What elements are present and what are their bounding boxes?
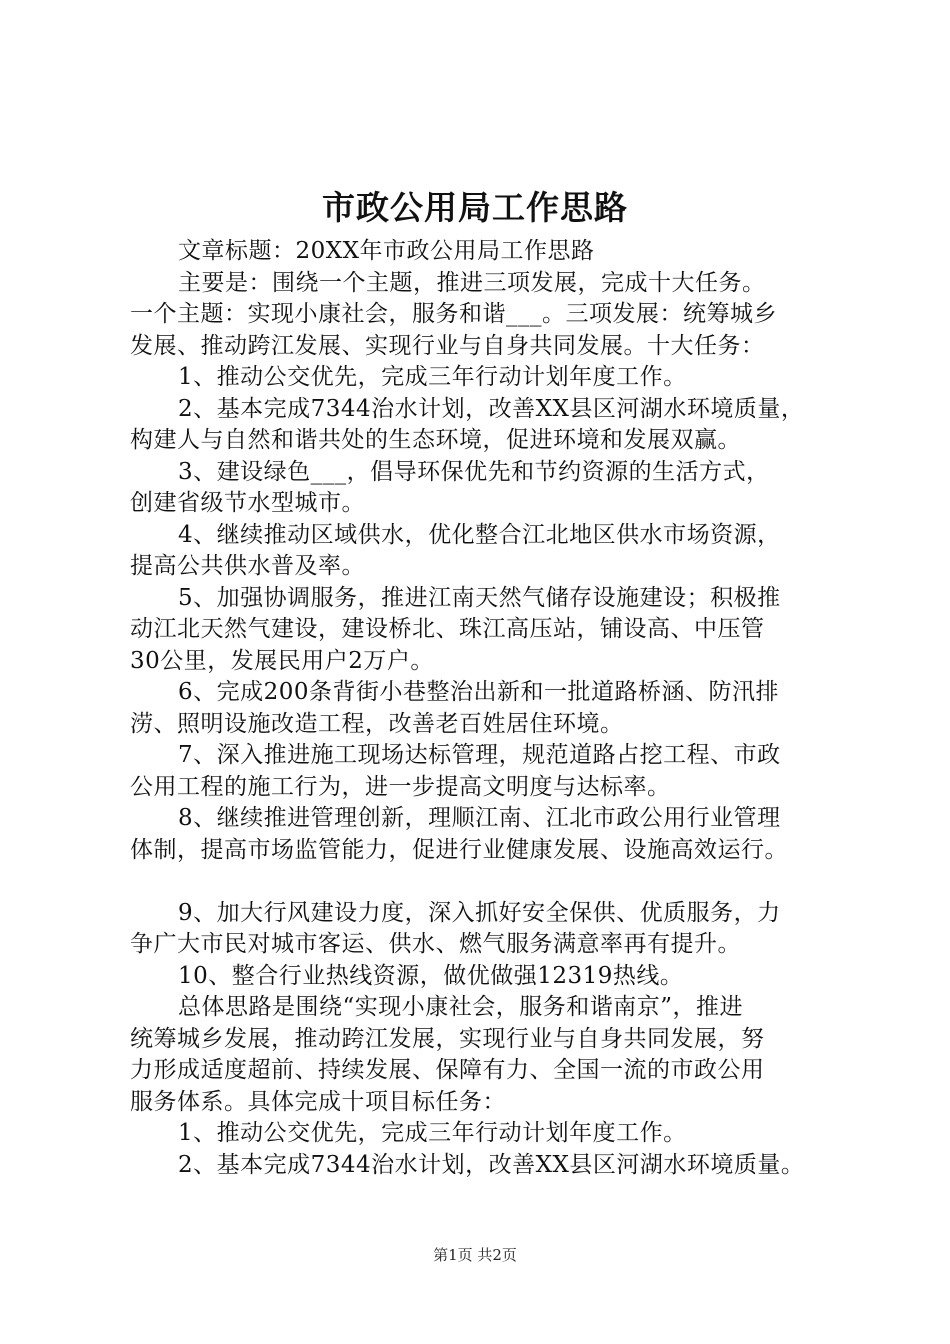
task-item-3: 3、建设绿色___，倡导环保优先和节约资源的生活方式， [178,458,770,485]
task-item-1: 1、推动公交优先，完成三年行动计划年度工作。 [178,364,687,390]
paragraph-line: 动江北天然气建设，建设桥北、珠江高压站，铺设高、中压管 [130,616,765,642]
paragraph-line: 创建省级节水型城市。 [130,490,365,516]
task-item-6: 6、完成200条背街小巷整治出新和一批道路桥涵、防汛排 [178,679,780,705]
goal-item-1: 1、推动公交优先，完成三年行动计划年度工作。 [178,1120,687,1146]
document-title: 市政公用局工作思路 [322,188,628,227]
paragraph-line: 发展、推动跨江发展、实现行业与自身共同发展。十大任务： [130,332,765,359]
paragraph-line: 涝、照明设施改造工程，改善老百姓居住环境。 [130,710,624,737]
paragraph-line: 30公里，发展民用户2万户。 [130,647,434,674]
paragraph-line: 体制，提高市场监管能力，促进行业健康发展、设施高效运行。 [130,836,788,863]
task-item-10: 10、整合行业热线资源，做优做强12319热线。 [178,962,684,989]
task-item-4: 4、继续推动区域供水，优化整合江北地区供水市场资源， [178,521,781,548]
goal-item-2: 2、基本完成7344治水计划，改善XX县区河湖水环境质量。 [178,1151,805,1178]
paragraph-line: 一个主题：实现小康社会，服务和谐___。三项发展：统筹城乡 [130,301,777,327]
paragraph-line: 争广大市民对城市客运、供水、燃气服务满意率再有提升。 [130,931,741,957]
paragraph-line: 服务体系。具体完成十项目标任务： [130,1088,506,1115]
page-indicator: 第1页 共2页 [433,1246,517,1264]
paragraph-line: 提高公共供水普及率。 [130,553,365,579]
task-item-2: 2、基本完成7344治水计划，改善XX县区河湖水环境质量， [178,395,805,422]
task-item-8: 8、继续推进管理创新，理顺江南、江北市政公用行业管理 [178,805,781,831]
paragraph-line: 构建人与自然和谐共处的生态环境，促进环境和发展双赢。 [130,427,741,453]
overall-approach-line: 总体思路是围绕“实现小康社会，服务和谐南京”，推进 [178,994,744,1020]
task-item-9: 9、加大行风建设力度，深入抓好安全保供、优质服务，力 [178,899,781,926]
article-title-line: 文章标题：20XX年市政公用局工作思路 [178,238,595,264]
task-item-7: 7、深入推进施工现场达标管理，规范道路占挖工程、市政 [178,742,781,768]
page-footer [0,1243,950,1267]
document-body [130,236,850,1181]
paragraph-line: 统筹城乡发展，推动跨江发展，实现行业与自身共同发展，努 [130,1025,765,1052]
task-item-5: 5、加强协调服务，推进江南天然气储存设施建设；积极推 [178,584,781,611]
summary-line: 主要是：围绕一个主题，推进三项发展，完成十大任务。 [178,269,766,296]
paragraph-line: 公用工程的施工行为，进一步提高文明度与达标率。 [130,773,671,800]
paragraph-gap [130,866,850,898]
paragraph-line: 力形成适度超前、持续发展、保障有力、全国一流的市政公用 [130,1057,765,1083]
